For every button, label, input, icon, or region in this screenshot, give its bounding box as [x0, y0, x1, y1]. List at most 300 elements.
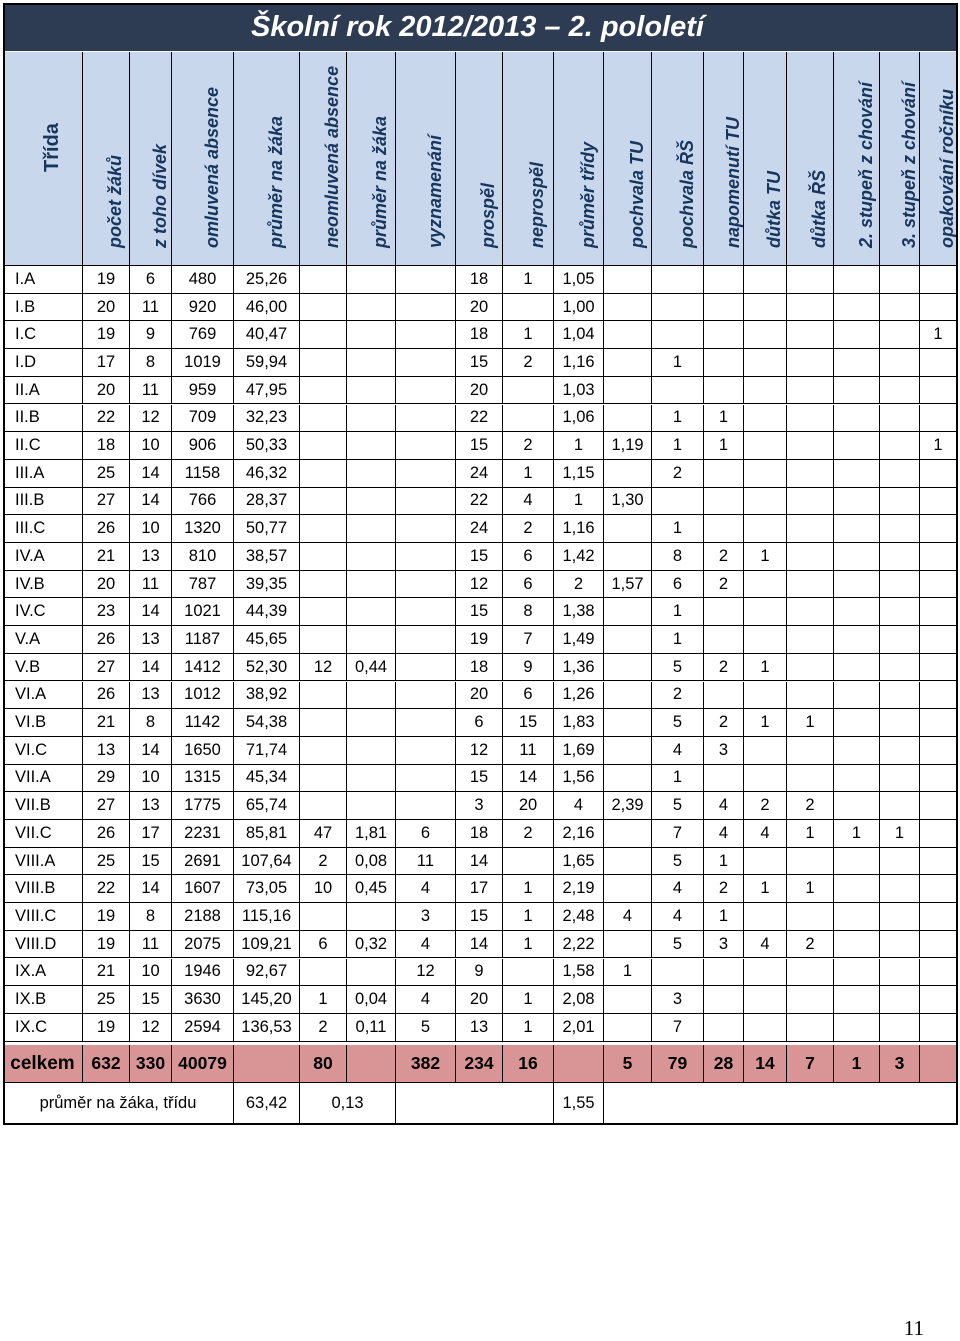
table-cell: 27	[83, 654, 130, 682]
table-cell: 1019	[172, 349, 234, 377]
table-cell: 6	[503, 543, 554, 571]
table-cell: 15	[456, 598, 503, 626]
table-cell: 0,44	[347, 654, 396, 682]
column-header	[554, 52, 604, 266]
table-cell	[396, 294, 456, 322]
table-cell: 8	[130, 709, 172, 737]
table-cell: 6	[652, 571, 704, 599]
table-cell	[300, 959, 347, 987]
column-header	[347, 52, 396, 266]
table-cell: 10	[130, 432, 172, 460]
table-cell: 1	[652, 626, 704, 654]
table-cell	[744, 737, 787, 765]
table-cell	[604, 848, 652, 876]
table-cell: 50,77	[234, 515, 300, 543]
table-cell: 9	[503, 654, 554, 682]
table-cell	[787, 1014, 834, 1042]
table-cell: 2	[503, 432, 554, 460]
table-cell	[604, 654, 652, 682]
table-cell	[880, 654, 920, 682]
class-name-cell: VII.C	[3, 820, 83, 848]
table-cell	[834, 405, 880, 433]
table-cell: 2,19	[554, 875, 604, 903]
table-cell	[604, 460, 652, 488]
table-cell: 4	[704, 820, 744, 848]
class-name-cell: V.A	[3, 626, 83, 654]
class-name-cell: VII.B	[3, 792, 83, 820]
table-cell	[787, 405, 834, 433]
table-cell: 14	[130, 488, 172, 516]
table-cell: 0,11	[347, 1014, 396, 1042]
table-cell: 18	[456, 321, 503, 349]
table-cell: 52,30	[234, 654, 300, 682]
table-cell: 71,74	[234, 737, 300, 765]
table-cell: 1	[920, 432, 957, 460]
table-cell	[300, 266, 347, 294]
table-cell	[604, 405, 652, 433]
table-cell	[396, 765, 456, 793]
table-cell	[834, 626, 880, 654]
table-cell	[652, 294, 704, 322]
table-cell: 17	[456, 875, 503, 903]
table-cell: 1	[744, 709, 787, 737]
table-cell	[300, 460, 347, 488]
table-cell: 709	[172, 405, 234, 433]
table-cell	[880, 737, 920, 765]
table-title: Školní rok 2012/2013 – 2. pololetí	[4, 4, 957, 51]
table-cell: 769	[172, 321, 234, 349]
table-cell: 3	[652, 986, 704, 1014]
table-cell	[396, 349, 456, 377]
table-cell	[920, 737, 957, 765]
table-cell	[300, 543, 347, 571]
table-cell: 5	[652, 654, 704, 682]
column-header-label: 3. stupeň z chování	[898, 81, 919, 248]
table-cell	[787, 626, 834, 654]
table-cell: 1650	[172, 737, 234, 765]
table-cell: 1158	[172, 460, 234, 488]
table-cell	[347, 321, 396, 349]
table-cell: 11	[130, 931, 172, 959]
table-cell: 2,08	[554, 986, 604, 1014]
table-cell: 2,01	[554, 1014, 604, 1042]
class-name-cell: III.A	[3, 460, 83, 488]
table-cell	[347, 959, 396, 987]
average-cell: 0,13	[300, 1083, 396, 1125]
table-cell: 2	[503, 820, 554, 848]
table-cell	[704, 294, 744, 322]
table-cell	[604, 709, 652, 737]
table-cell	[744, 266, 787, 294]
table-cell: 25	[83, 460, 130, 488]
table-cell	[834, 682, 880, 710]
table-cell: 480	[172, 266, 234, 294]
table-cell	[834, 321, 880, 349]
table-cell: 1607	[172, 875, 234, 903]
column-header	[604, 52, 652, 266]
table-cell: 1	[503, 460, 554, 488]
table-cell	[652, 959, 704, 987]
table-cell	[787, 765, 834, 793]
table-cell: 19	[83, 321, 130, 349]
table-cell: 15	[503, 709, 554, 737]
table-cell	[604, 294, 652, 322]
table-cell: 20	[83, 571, 130, 599]
table-cell: 1	[652, 765, 704, 793]
table-cell: 20	[456, 986, 503, 1014]
totals-cell: 330	[130, 1045, 172, 1083]
table-cell	[880, 1014, 920, 1042]
class-name-cell: III.B	[3, 488, 83, 516]
table-cell: 4	[744, 931, 787, 959]
table-cell: 2	[652, 460, 704, 488]
table-cell: 2	[704, 571, 744, 599]
table-cell: 4	[396, 931, 456, 959]
table-cell	[396, 737, 456, 765]
table-cell	[300, 349, 347, 377]
table-cell: 11	[130, 571, 172, 599]
table-cell	[604, 266, 652, 294]
table-cell	[834, 349, 880, 377]
table-cell	[920, 571, 957, 599]
table-cell	[347, 543, 396, 571]
table-cell	[880, 792, 920, 820]
table-cell: 15	[456, 765, 503, 793]
table-cell: 4	[554, 792, 604, 820]
table-cell	[396, 654, 456, 682]
table-cell	[920, 820, 957, 848]
table-cell	[744, 1014, 787, 1042]
table-cell: 73,05	[234, 875, 300, 903]
table-cell: 107,64	[234, 848, 300, 876]
table-cell	[787, 903, 834, 931]
table-cell: 1	[834, 820, 880, 848]
column-header-label: neprospěl	[527, 161, 547, 248]
totals-cell: 80	[300, 1045, 347, 1083]
table-cell: 7	[652, 1014, 704, 1042]
column-header-label: napomenutí TU	[722, 117, 743, 248]
column-header-label: počet žáků	[105, 154, 125, 248]
table-cell: 10	[130, 515, 172, 543]
table-cell: 7	[503, 626, 554, 654]
table-cell: 15	[130, 848, 172, 876]
totals-cell	[347, 1045, 396, 1083]
table-cell: 18	[456, 820, 503, 848]
totals-cell	[920, 1045, 957, 1083]
table-cell: 47	[300, 820, 347, 848]
table-cell: 1	[704, 903, 744, 931]
table-cell: 0,04	[347, 986, 396, 1014]
table-cell: 3	[704, 931, 744, 959]
table-cell: 4	[704, 792, 744, 820]
table-cell: 24	[456, 515, 503, 543]
table-cell: 6	[503, 571, 554, 599]
table-cell	[347, 571, 396, 599]
table-cell: 23	[83, 598, 130, 626]
table-cell: 65,74	[234, 792, 300, 820]
column-header-label: omluvená absence	[201, 86, 222, 248]
totals-cell: 632	[83, 1045, 130, 1083]
table-cell: 24	[456, 460, 503, 488]
table-cell: 145,20	[234, 986, 300, 1014]
column-header	[83, 52, 130, 266]
table-cell: 21	[83, 959, 130, 987]
table-cell: 2231	[172, 820, 234, 848]
column-header	[744, 52, 787, 266]
column-header	[704, 52, 744, 266]
table-cell: 14	[130, 654, 172, 682]
table-cell: 20	[83, 377, 130, 405]
table-cell	[744, 959, 787, 987]
table-cell: 5	[652, 792, 704, 820]
table-cell: 1	[604, 959, 652, 987]
table-cell	[880, 571, 920, 599]
table-cell	[920, 488, 957, 516]
table-cell: 19	[83, 1014, 130, 1042]
table-cell: 8	[652, 543, 704, 571]
table-cell: 59,94	[234, 349, 300, 377]
table-cell	[787, 377, 834, 405]
class-name-cell: I.A	[3, 266, 83, 294]
table-cell: 5	[652, 931, 704, 959]
table-cell: 4	[744, 820, 787, 848]
table-cell: 1,36	[554, 654, 604, 682]
class-name-cell: VIII.C	[3, 903, 83, 931]
column-header-label: pochvala ŘŠ	[676, 139, 697, 248]
table-cell	[744, 515, 787, 543]
table-cell: 18	[83, 432, 130, 460]
table-cell	[300, 377, 347, 405]
table-cell: 15	[456, 543, 503, 571]
table-cell: 1	[652, 598, 704, 626]
table-cell: 17	[83, 349, 130, 377]
column-header-label: průměr na žáka	[265, 115, 286, 248]
table-cell	[787, 737, 834, 765]
table-cell	[396, 682, 456, 710]
totals-cell: 234	[456, 1045, 503, 1083]
table-cell	[744, 682, 787, 710]
table-cell	[834, 377, 880, 405]
table-cell	[652, 377, 704, 405]
table-cell: 2	[787, 931, 834, 959]
table-cell	[920, 682, 957, 710]
table-cell: 1412	[172, 654, 234, 682]
table-cell: 1,49	[554, 626, 604, 654]
table-cell: 14	[456, 931, 503, 959]
table-cell	[834, 903, 880, 931]
table-cell	[347, 405, 396, 433]
table-cell: 12	[130, 405, 172, 433]
table-cell	[834, 792, 880, 820]
table-cell	[704, 986, 744, 1014]
table-cell: 1	[554, 432, 604, 460]
table-cell: 18	[456, 654, 503, 682]
table-cell: 25,26	[234, 266, 300, 294]
table-cell: 2,16	[554, 820, 604, 848]
table-cell	[604, 986, 652, 1014]
table-cell: 1	[503, 875, 554, 903]
table-cell: 19	[456, 626, 503, 654]
table-cell	[347, 682, 396, 710]
table-cell	[834, 959, 880, 987]
table-cell	[604, 765, 652, 793]
table-cell: 13	[83, 737, 130, 765]
empty-cell	[604, 1083, 957, 1125]
table-cell	[880, 349, 920, 377]
table-cell	[920, 626, 957, 654]
column-header-label: neomluvená absence	[322, 65, 342, 248]
table-cell: 26	[83, 626, 130, 654]
table-cell	[396, 321, 456, 349]
table-cell: 5	[652, 709, 704, 737]
column-header-label: prospěl	[478, 182, 498, 248]
class-name-cell: II.A	[3, 377, 83, 405]
table-cell	[396, 709, 456, 737]
table-cell	[300, 626, 347, 654]
table-cell: 1	[652, 349, 704, 377]
table-cell: 12	[300, 654, 347, 682]
table-cell: 2	[503, 349, 554, 377]
column-header	[880, 52, 920, 266]
table-cell	[503, 959, 554, 987]
table-cell	[787, 294, 834, 322]
totals-cell: 16	[503, 1045, 554, 1083]
table-cell: 10	[130, 959, 172, 987]
table-cell: 6	[300, 931, 347, 959]
table-cell	[834, 737, 880, 765]
column-header	[834, 52, 880, 266]
table-cell: 5	[652, 848, 704, 876]
table-cell	[834, 709, 880, 737]
table-cell	[503, 848, 554, 876]
table-cell	[920, 598, 957, 626]
table-cell: 45,65	[234, 626, 300, 654]
table-cell	[787, 349, 834, 377]
table-cell	[787, 682, 834, 710]
table-cell	[920, 405, 957, 433]
table-cell: 15	[456, 432, 503, 460]
table-cell: 0,08	[347, 848, 396, 876]
totals-cell: 382	[396, 1045, 456, 1083]
table-cell: 12	[396, 959, 456, 987]
table-cell	[880, 626, 920, 654]
table-cell: 22	[456, 488, 503, 516]
table-cell: 26	[83, 682, 130, 710]
table-cell	[880, 515, 920, 543]
table-cell	[300, 709, 347, 737]
table-cell	[347, 709, 396, 737]
table-cell	[704, 959, 744, 987]
table-cell	[920, 294, 957, 322]
table-cell	[880, 405, 920, 433]
column-header	[787, 52, 834, 266]
table-cell: 766	[172, 488, 234, 516]
table-cell	[396, 543, 456, 571]
table-cell	[396, 792, 456, 820]
table-cell: 1	[503, 1014, 554, 1042]
table-cell	[920, 792, 957, 820]
table-cell	[920, 1014, 957, 1042]
table-cell: 2	[300, 1014, 347, 1042]
table-cell: 1187	[172, 626, 234, 654]
table-cell: 27	[83, 792, 130, 820]
table-cell: 1	[300, 986, 347, 1014]
table-cell: 13	[130, 626, 172, 654]
table-cell	[787, 598, 834, 626]
totals-cell	[234, 1045, 300, 1083]
table-cell	[744, 294, 787, 322]
table-cell: 1,00	[554, 294, 604, 322]
table-cell: 9	[456, 959, 503, 987]
table-cell	[920, 986, 957, 1014]
table-cell	[704, 1014, 744, 1042]
table-cell	[834, 432, 880, 460]
table-cell: 1	[652, 515, 704, 543]
table-cell: 1	[704, 432, 744, 460]
table-cell	[347, 737, 396, 765]
table-cell: 1,06	[554, 405, 604, 433]
table-cell: 22	[456, 405, 503, 433]
class-name-cell: IX.A	[3, 959, 83, 987]
table-cell: 2	[704, 543, 744, 571]
table-cell: 28,37	[234, 488, 300, 516]
table-cell	[920, 543, 957, 571]
table-cell: 906	[172, 432, 234, 460]
table-cell	[300, 792, 347, 820]
table-cell: 2,22	[554, 931, 604, 959]
table-cell	[347, 432, 396, 460]
table-cell: 50,33	[234, 432, 300, 460]
class-name-cell: VI.A	[3, 682, 83, 710]
table-cell	[834, 460, 880, 488]
table-cell	[744, 765, 787, 793]
totals-cell: 79	[652, 1045, 704, 1083]
empty-cell	[396, 1083, 554, 1125]
table-cell: 3	[396, 903, 456, 931]
table-cell	[834, 986, 880, 1014]
table-cell	[834, 765, 880, 793]
table-cell: 136,53	[234, 1014, 300, 1042]
class-name-cell: II.B	[3, 405, 83, 433]
table-cell	[604, 737, 652, 765]
table-cell	[396, 405, 456, 433]
table-cell	[920, 377, 957, 405]
table-cell: 1	[503, 903, 554, 931]
average-cell: 1,55	[554, 1083, 604, 1125]
table-cell	[652, 266, 704, 294]
table-cell: 19	[83, 266, 130, 294]
column-header-label: z toho dívek	[149, 143, 170, 248]
table-cell	[503, 405, 554, 433]
table-cell	[744, 377, 787, 405]
table-cell: 20	[456, 294, 503, 322]
table-cell	[704, 266, 744, 294]
table-cell: 14	[503, 765, 554, 793]
table-cell: 8	[130, 903, 172, 931]
table-cell	[787, 515, 834, 543]
table-cell	[880, 765, 920, 793]
table-cell: 20	[456, 682, 503, 710]
table-cell	[704, 321, 744, 349]
table-cell: 2,48	[554, 903, 604, 931]
table-cell	[880, 543, 920, 571]
table-cell	[744, 848, 787, 876]
table-cell	[787, 959, 834, 987]
table-cell	[347, 488, 396, 516]
average-cell: 63,42	[234, 1083, 300, 1125]
table-cell: 3	[704, 737, 744, 765]
table-cell: 2075	[172, 931, 234, 959]
